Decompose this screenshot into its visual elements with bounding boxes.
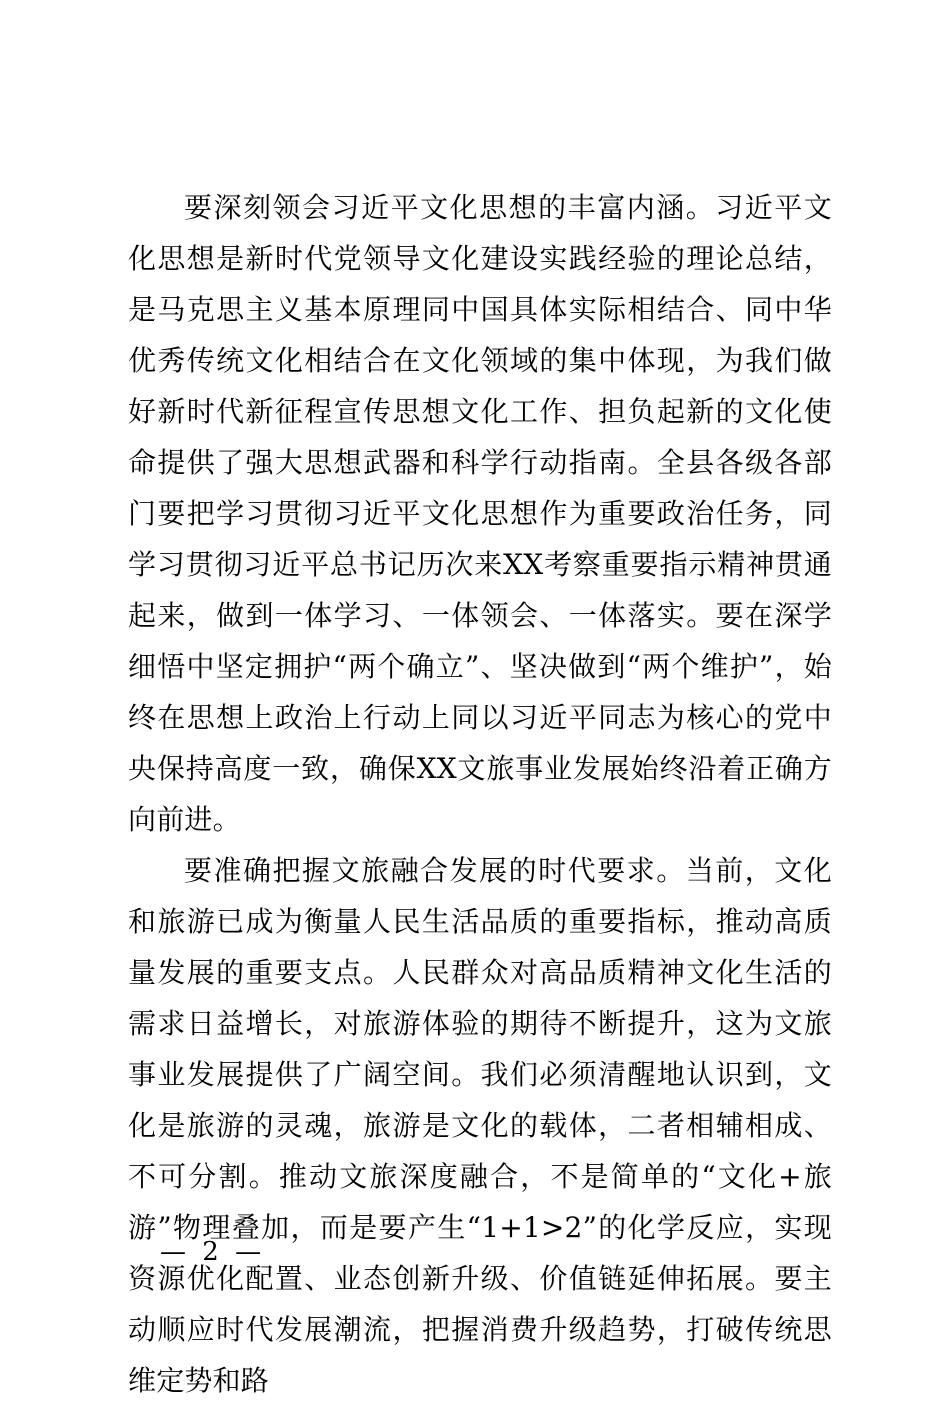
page-number: — 2 — bbox=[160, 1237, 266, 1267]
document-body bbox=[128, 182, 832, 1406]
paragraph-cultural-thought: 要深刻领会习近平文化思想的丰富内涵。习近平文化思想是新时代党领导文化建设实践经验的理论总结，是马克思主义基本原理同中国具体实际相结合、同中华优秀传统文化相结合在文化领域的集中体现，为我们做好新时代新征程宣传思想文化工作、担负起新的文化使命提供了强大思想武器和科学行动指南。全县各级各部门要把学习贯彻习近平文化思想作为重要政治任务，同学习贯彻习近平总书记历次来XX考察重要指示精神贯通起来，做到一体学习、一体领会、一体落实。要在深学细悟中坚定拥护“两个确立”、坚决做到“两个维护”，始终在思想上政治上行动上同以习近平同志为核心的党中央保持高度一致，确保XX文旅事业发展始终沿着正确方向前进。 bbox=[128, 191, 832, 836]
paragraph-tourism-integration: 要准确把握文旅融合发展的时代要求。当前，文化和旅游已成为衡量人民生活品质的重要指标，推动高质量发展的重要支点。人民群众对高品质精神文化生活的需求日益增长，对旅游体验的期待不断提升，这为文旅事业发展提供了广阔空间。我们必须清醒地认识到，文化是旅游的灵魂，旅游是文化的载体，二者相辅相成、不可分割。推动文旅深度融合，不是简单的“文化+旅游”物理叠加，而是要产生“1+1>2”的化学反应，实现资源优化配置、业态创新升级、价值链延伸拓展。要主动顺应时代发展潮流，把握消费升级趋势，打破传统思维定势和路 bbox=[128, 854, 832, 1397]
